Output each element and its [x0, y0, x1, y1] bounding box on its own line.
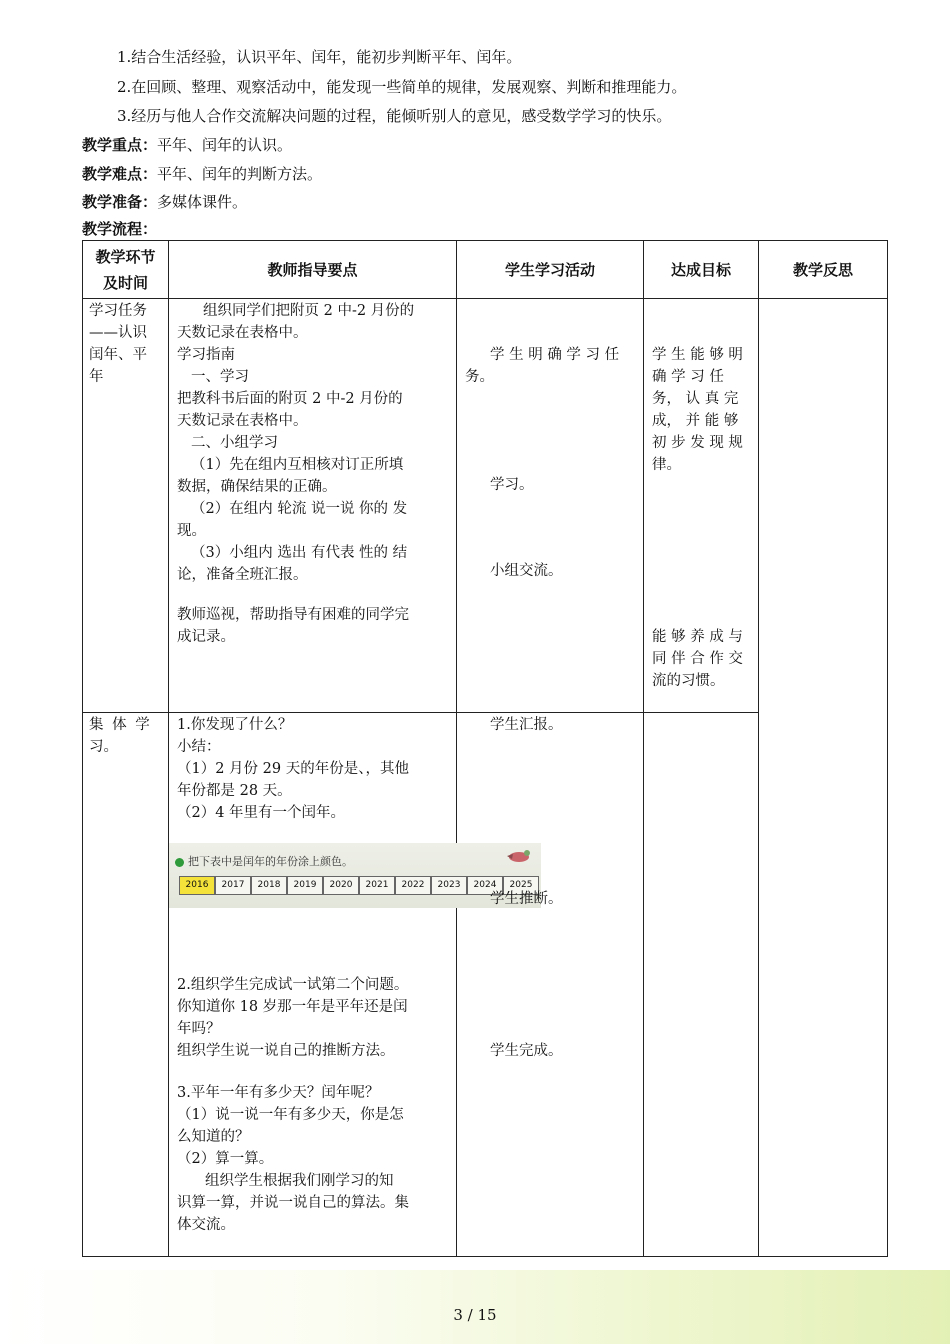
- lesson-table: [82, 240, 888, 1257]
- row1-stage-line: 年: [89, 369, 104, 385]
- exercise-title: [175, 853, 353, 869]
- row2-goal: [644, 713, 759, 1257]
- row2-teacher-line: （2）4 年里有一个闰年。: [177, 805, 346, 821]
- difficulty: [82, 164, 322, 184]
- header-stage-line1: 教学环节: [95, 247, 156, 266]
- row1-student: [457, 299, 644, 713]
- row1-student-line: 学习。: [490, 477, 534, 493]
- row2-student-line: 学生推断。: [490, 891, 563, 907]
- row1-goal-line: 务， 认 真 完: [652, 391, 739, 407]
- year-cell: 2017: [215, 876, 251, 895]
- row2-teacher-line: 组织学生根据我们刚学习的知: [205, 1173, 394, 1189]
- row2-teacher-line: 2.组织学生完成试一试第二个问题。: [177, 977, 409, 993]
- key-point: [82, 135, 292, 155]
- year-cell: 2021: [359, 876, 395, 895]
- year-cell: 2024: [467, 876, 503, 895]
- process-label: 教学流程：: [82, 220, 158, 238]
- year-cell: 2025: [503, 876, 539, 895]
- exercise-title-text: 把下表中是闰年的年份涂上颜色。: [188, 855, 353, 868]
- row2-teacher-line: 年吗？: [177, 1021, 221, 1037]
- row1-teacher-line: 二、小组学习: [191, 435, 278, 451]
- difficulty-text: 平年、闰年的判断方法。: [157, 165, 323, 183]
- header-stage-line2: 及时间: [102, 273, 148, 292]
- year-cell: 2019: [287, 876, 323, 895]
- row2-teacher-line: 年份都是 28 天。: [177, 783, 292, 799]
- year-cell: 2020: [323, 876, 359, 895]
- row1-goal-line: 流的习惯。: [652, 673, 725, 689]
- row1-teacher-line: （3）小组内 选出 有代表 性的 结: [191, 545, 408, 561]
- row1-teacher-line: （2）在组内 轮流 说一说 你的 发: [191, 501, 408, 517]
- row1-teacher-line: 成记录。: [177, 629, 235, 645]
- row2-teacher-line: 3.平年一年有多少天？闰年呢？: [177, 1085, 380, 1101]
- preparation: [82, 192, 247, 212]
- row2-student-line: 学生汇报。: [490, 717, 563, 733]
- row2-teacher-line: 组织学生说一说自己的推断方法。: [177, 1043, 395, 1059]
- row1-teacher-line: 现。: [177, 523, 206, 539]
- row1-teacher: [169, 299, 457, 713]
- reflection-cell: [759, 299, 888, 1257]
- row1-teacher-line: 一、学习: [191, 369, 249, 385]
- row2-teacher-line: 识算一算，并说一说自己的算法。集: [177, 1195, 409, 1211]
- row2-student-line: 学生完成。: [490, 1043, 563, 1059]
- row1-teacher-line: 数据，确保结果的正确。: [177, 479, 337, 495]
- row1-goal-line: 能 够 养 成 与: [652, 629, 743, 645]
- year-cell: 2023: [431, 876, 467, 895]
- row1-teacher-line: 天数记录在表格中。: [177, 325, 308, 341]
- preparation-text: 多媒体课件。: [157, 193, 248, 211]
- row1-goal-line: 确 学 习 任: [652, 369, 724, 385]
- bullet-icon: [175, 858, 184, 867]
- row1-goal-line: 初 步 发 现 规: [652, 435, 743, 451]
- row1-goal: [644, 299, 759, 713]
- row1-goal-line: 学 生 能 够 明: [652, 347, 743, 363]
- row1-teacher-line: （1）先在组内互相核对订正所填: [191, 457, 404, 473]
- row2-stage: [83, 713, 169, 1257]
- preparation-label: 教学准备：: [82, 193, 158, 211]
- header-teacher: 教师指导要点: [169, 241, 457, 299]
- row2-teacher-line: 1.你发现了什么？: [177, 717, 293, 733]
- row1-goal-line: 律。: [652, 457, 681, 473]
- header-student: 学生学习活动: [457, 241, 644, 299]
- row2-teacher-line: （2）算一算。: [177, 1151, 274, 1167]
- row2-teacher-line: 你知道你 18 岁那一年是平年还是闰: [177, 999, 408, 1015]
- row1-teacher-line: 学习指南: [177, 347, 235, 363]
- objective-1: 1.结合生活经验，认识平年、闰年，能初步判断平年、闰年。: [117, 48, 522, 66]
- row2-stage-line: 习。: [89, 739, 118, 755]
- row1-stage: [83, 299, 169, 713]
- key-point-label: 教学重点：: [82, 136, 158, 154]
- row1-teacher-line: 教师巡视，帮助指导有困难的同学完: [177, 607, 409, 623]
- row1-goal-line: 同 伴 合 作 交: [652, 651, 743, 667]
- header-goal: 达成目标: [644, 241, 759, 299]
- row2-student: [457, 713, 644, 1257]
- row1-stage-line: 闰年、平: [89, 347, 147, 363]
- row1-stage-line: 学习任务: [89, 303, 147, 319]
- row2-teacher-line: 么知道的？: [177, 1129, 250, 1145]
- objective-2: 2.在回顾、整理、观察活动中，能发现一些简单的规律，发展观察、判断和推理能力。: [117, 78, 687, 96]
- row2-teacher-line: （1）说一说一年有多少天，你是怎: [177, 1107, 404, 1123]
- row1-teacher-line: 组织同学们把附页 2 中-2 月份的: [203, 303, 415, 319]
- year-cell: 2016: [179, 876, 215, 895]
- row2-teacher-line: 小结：: [177, 739, 221, 755]
- row2-stage-line: 集 体 学: [89, 717, 152, 733]
- objective-3: 3.经历与他人合作交流解决问题的过程，能倾听别人的意见，感受数学学习的快乐。: [117, 107, 672, 125]
- header-stage: [83, 241, 169, 299]
- row2-teacher-line: 体交流。: [177, 1217, 235, 1233]
- year-cell: 2018: [251, 876, 287, 895]
- row1-teacher-line: 天数记录在表格中。: [177, 413, 308, 429]
- row1-teacher-line: 论，准备全班汇报。: [177, 567, 308, 583]
- row1-student-line: 学 生 明 确 学 习 任: [490, 347, 620, 363]
- header-reflection: 教学反思: [759, 241, 888, 299]
- row1-student-line: 务。: [465, 369, 494, 385]
- row1-teacher-line: 把教科书后面的附页 2 中-2 月份的: [177, 391, 403, 407]
- difficulty-label: 教学难点：: [82, 165, 158, 183]
- row2-teacher-line: （1）2 月份 29 天的年份是、，其他: [177, 761, 409, 777]
- row1-goal-line: 成， 并 能 够: [652, 413, 739, 429]
- row1-student-line: 小组交流。: [490, 563, 563, 579]
- page-number: 3 / 15: [453, 1306, 497, 1324]
- row1-stage-line: ——认识: [89, 325, 147, 341]
- key-point-text: 平年、闰年的认识。: [157, 136, 293, 154]
- year-cell: 2022: [395, 876, 431, 895]
